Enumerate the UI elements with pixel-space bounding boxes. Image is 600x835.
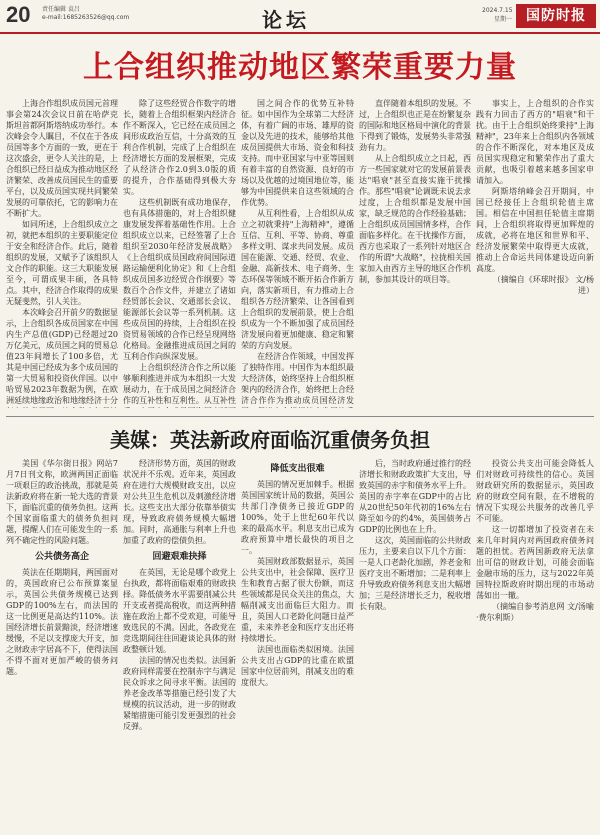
article2-column-5 bbox=[476, 458, 594, 828]
paragraph: 这一切都增加了投资者在未来几年时间内对两国政府债务问题的担忧。若两国新政府无法拿出可信的财政计划，可能会面临金融市场的压力，这与2022年英国特拉斯政府时期出现的市场动荡如出一辙。 bbox=[476, 525, 594, 600]
paragraph: 上合组织经济合作之所以能够顺利推进并成为本组织一大发展动力，在于成员国之间经济合作的互补性和互利性。从互补性 bbox=[123, 363, 236, 405]
article1-column-2 bbox=[123, 98, 236, 408]
article2-source: （摘编自参考消息网 文/汤喻·费尔利斯） bbox=[476, 602, 594, 622]
article1-column-1 bbox=[6, 98, 118, 408]
issue-weekday: 星期一 bbox=[493, 16, 512, 23]
paragraph: 法国也面临类似困境。法国公共支出占GDP的比重在欧盟国家中位居前列，削减支出的难度很大。 bbox=[241, 645, 354, 687]
article1-column-5 bbox=[476, 98, 594, 408]
article2-column-2 bbox=[123, 458, 236, 828]
paragraph: 如同所述，上合组织成立之初，就把本组织的主要职能定位于安全和经济合作。此后，随着组织的发展，又赋予了该组织人文合作的职能。这三大职能发展至今，可谓成果丰硕，各具特点。其中，经济合作取得的成果无疑斐然，引人关注。 bbox=[6, 220, 118, 306]
email-line: e-mail:1685263526@qq.com bbox=[42, 14, 130, 21]
paragraph: 英国的情况更加棘手。根据英国国家统计局的数据，英国公共部门净债务已接近GDP的100%，处于上世纪60年代以来的最高水平。利息支出已成为政府预算中增长最快的项目之一。 bbox=[241, 480, 354, 555]
section-title: 论坛 bbox=[262, 8, 310, 32]
article1-source: （摘编自《环球时报》 文/杨进） bbox=[492, 275, 594, 295]
paragraph: 投资公共支出可能会降低人们对财政可持续性的信心。英国财政研究所的数据显示，英国政府的财政空间有限，在不增税的情况下实现公共服务的改善几乎不可能。 bbox=[476, 459, 594, 523]
editor-line: 责任编辑 袁吕 bbox=[42, 6, 80, 13]
newspaper-logo: 国防时报 bbox=[516, 4, 596, 28]
paragraph: 阿斯塔纳峰会召开期间，中国已经接任上合组织轮值主席国。相信在中国担任轮值主席期间，上合组织将取得更加辉煌的成就，必将在地区和世界和平、经济发展繁荣中取得更大成就，推动上合命运共同体建设迈向新高度。 bbox=[476, 187, 594, 273]
paragraph: 美国《华尔街日报》网站7月7日刊文称，欧洲两国正面临一项艰巨的政治挑战，那就是英法新政府将在新一轮大选的背景下，面临沉重的债务负担。这两个国家面临重大的债务负担问题，提醒人们在可能发生的一系列不确定性的风险问题。 bbox=[6, 459, 118, 545]
paragraph: 本次峰会召开前夕的数据显示，上合组织各成员国家在中国内生产总值(GDP)已经超过20万亿美元，成员国之间的贸易总值23年间增长了100多倍，尤其是中国已经成为多个成员国的第一大贸易和投资伙伴国。以中哈贸易2023年数据为例，在欧洲延续地缘政治和地缘经济十分 bbox=[6, 308, 118, 405]
issue-date: 2024.7.15 bbox=[482, 7, 513, 14]
paragraph: 国之间合作的优势互补特征。如中国作为全球第二大经济体，有着广阔的市场、雄厚的资金以及先进的技术，能够给其他成员国提供大市场、资金和科技支持。而中亚国家与中亚等国则有着丰富的自然资源、良好的市场以及优越的过境国地位等，能够为中国提供来自这些领域的合作优势。 bbox=[241, 99, 354, 207]
paragraph: 英法在任期期间，两国面对的，英国政府已公布预算案显示，英国公共债务规模已达到GDP的100%左右，而法国的这一比例更是高达约110%。法国经济增长前景黯淡，经济增速缓慢，不足以支撑庞大开支，加之财政赤字居高不下，使得法国不得不面对更加严峻的债务问题。 bbox=[6, 568, 118, 676]
subheading: 回避艰难抉择 bbox=[152, 552, 207, 562]
page-number: 20 bbox=[6, 2, 31, 27]
subheading: 公共债务高企 bbox=[34, 552, 89, 562]
header-rule bbox=[0, 32, 600, 34]
article2-headline: 美媒：英法新政府面临沉重债务负担 bbox=[110, 428, 430, 452]
article1-column-3 bbox=[241, 98, 354, 408]
paragraph: 这些机制既有成功地保存，也有具体措施的，对上合组织健康发展发挥着基础性作用。上合组织成立以来，已经签署了上合组织至2030年经济发展战略》《上合组织成员国政府间国际道路运输便利化协定》和《上合组织成员国多边经贸合作纲要》等数百个合作文件，并建立了诸如经贸部长会议、交通部长会议、能源部长会议等一系列机制。这些成员国的持续，上合组织在投资贸易领域的合作已经呈现网络化格局。金融推进成员国之间的互利合作向纵深发展。 bbox=[123, 198, 236, 361]
paragraph: 法国的情况也类似。法国新政府同样需要在控制赤字与满足民众诉求之间寻求平衡。法国的养老金改革等措施已经引发了大规模的抗议活动，进一步的财政紧缩措施可能引发更强烈的社会反弹。 bbox=[123, 656, 236, 731]
paragraph: 上海合作组织成员国元首理事会第24次会议日前在哈萨克斯坦首都阿斯塔纳成功举行。本次峰会令人瞩目，不仅在于各成员国等多个方面的一致，更在于这次盛会，更令人关注的是，上合组织已经日益成为推动地区经济繁荣、改善成员国民生的重要平台，以及成员国实现共同繁荣发展的可靠依托，它的影响力在不断扩大。 bbox=[6, 99, 118, 218]
paragraph: 除了这些经贸合作数字的增长，随着上合组织框架内经济合作不断深入，它已经在成员国之间形成政治互信，十分高效的互利合作机制，完成了上合组织在经济增长方面的发展框架，完成了从经济合作2.0到3.0版的质的提升，合作基础得到极大夯实。 bbox=[123, 99, 236, 196]
paragraph: 在英国，无论是哪个政党上台执政，都将面临艰难的财政抉择。降低债务水平需要削减公共开支或者提高税收，而这两种措施在政治上都不受欢迎，可能导致选民的不满。因此，各政党在竞选期间往往回避谈论具体的财政整顿计划。 bbox=[123, 568, 236, 654]
subheading: 降低支出很难 bbox=[270, 464, 325, 474]
article-divider bbox=[6, 416, 594, 417]
article1-headline: 上合组织推动地区繁荣重要力量 bbox=[83, 50, 517, 85]
page-header bbox=[0, 0, 600, 34]
paragraph: 英国财政部数据显示，英国公共支出中，社会保障、医疗卫生和教育占据了很大份额，而这些领域都是民众关注的焦点，大幅削减支出面临巨大阻力。而且，英国人口老龄化问题日益严重，未来养老金和医疗支出还将持续增长。 bbox=[241, 557, 354, 643]
header-meta bbox=[42, 6, 129, 22]
paragraph: 从互利性看，上合组织从成立之初就秉持"上海精神"，遵循互信、互利、平等、协商、尊重多样文明、谋求共同发展。成员国在能源、交通、经贸、农业、金融、高新技术、电子商务、生态环保等领域不断开拓合作新方向，落实新项目，有力推动上合组织各方经济繁荣、让各国看到上合组织的发展前景，使上合组织成为一个不断加强了成员国经济发展向着更加健康、稳定和繁荣的方向发展。 bbox=[241, 209, 354, 350]
paragraph: 直伴随着本组织的发展。不过，上合组织也正是在纷繁复杂的国际和地区格局中演化的背景下得到了锻炼，发展势头非常强劲有力。 bbox=[359, 99, 471, 152]
paragraph: 从上合组织成立之日起，西方一些国家就对它的发展前景表达"唱衰"甚至直接实施干扰操作。那些"唱衰"论调既未说去求过度，上合组织都是发展中国家，缺乏规范的合作经验基础；上合组织成员国国情多样，合作面临多样化。在干扰操作方面，西方也采取了一系列针对地区合作的所谓"大战略"，拉拢相关国家加入由西方主导的地区合作机制，参加其设计的项目等。 bbox=[359, 154, 471, 284]
paragraph: 事实上，上合组织的合作实践有力回击了西方的"唱衰"和干扰。由于上合组织始终秉持"上海精神"，23年来上合组织内各领域的合作不断深化，对本地区及成员国实现稳定和繁荣作出了重大贡献，也吸引着越来越多国家申请加入。 bbox=[476, 99, 594, 185]
article2-column-1 bbox=[6, 458, 118, 828]
paragraph: 后，当时政府通过推行的经济增长和财政政策扩大支出，导致英国的赤字和债务水平上升。英国的赤字率在GDP中的占比从20世纪50年代初的16%左右降至如今的约4%，英国债务占GDP的比例也在上升。 bbox=[359, 459, 471, 534]
article2-column-4 bbox=[359, 458, 471, 828]
article2-column-3 bbox=[241, 458, 354, 828]
paragraph: 在经济合作领域，中国发挥了独特作用。中国作为本组织最大经济体，始终坚持上合组织框架内的经济合作，始终把上合经济合作作为推动成员国经济发 bbox=[241, 352, 354, 405]
paragraph: 经济形势方面，英国的财政状况并不乐观。近年来，英国政府在进行大规模财政支出，以应对公共卫生危机以及刺激经济增长。这些支出大部分依靠举债实现，导致政府债务规模大幅增加。同时，高通胀与利率上升也加重了政府的偿债负担。 bbox=[123, 459, 236, 545]
date-block bbox=[482, 6, 512, 24]
article1-column-4 bbox=[359, 98, 471, 408]
paragraph: 这次，英国面临的公共财政压力，主要来自以下几个方面：一是人口老龄化加剧，养老金和医疗支出不断增加；二是利率上升导致政府债务利息支出大幅增加；三是经济增长乏力，税收增长有限。 bbox=[359, 536, 471, 611]
